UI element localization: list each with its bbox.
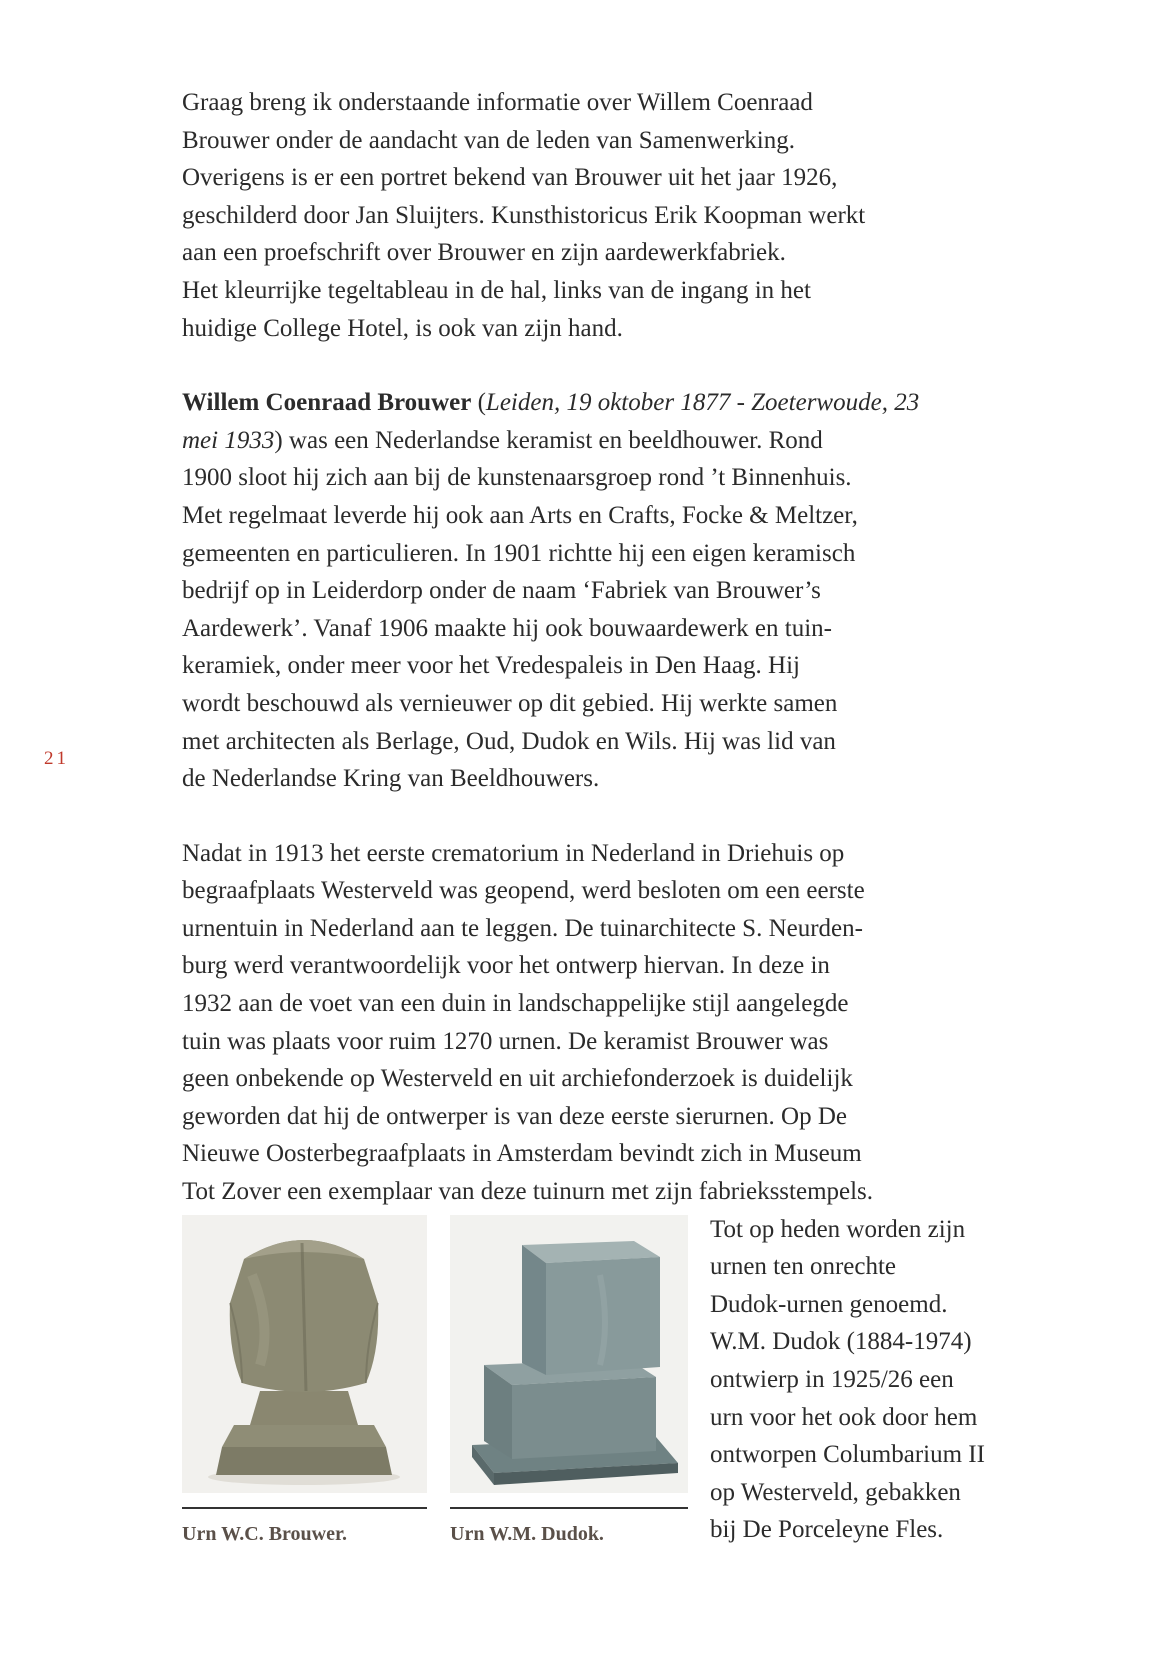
figure-brouwer-urn bbox=[182, 1215, 427, 1547]
text-line: wordt beschouwd als vernieuwer op dit gebied. Hij werkte samen bbox=[182, 689, 838, 717]
intro-paragraph bbox=[182, 84, 1062, 347]
brouwer-urn-photo bbox=[182, 1215, 427, 1493]
text-line: Nieuwe Oosterbegraafplaats in Amsterdam bevindt zich in Museum bbox=[182, 1140, 862, 1168]
text-line: bedrijf op in Leiderdorp onder de naam ‘Fabriek van Brouwer’s bbox=[182, 577, 821, 605]
life-dates: Leiden, 19 oktober 1877 - Zoeterwoude, 23 bbox=[485, 389, 920, 417]
artist-name: Willem Coenraad Brouwer bbox=[182, 389, 472, 417]
text-line: Nadat in 1913 het eerste crematorium in Nederland in Driehuis op bbox=[182, 839, 845, 867]
bio-text: ) was een Nederlandse keramist en beeldhouwer. Rond bbox=[274, 426, 823, 454]
text-line: aan een proefschrift over Brouwer en zijn aardewerkfabriek. bbox=[182, 239, 786, 267]
caption-rule bbox=[450, 1507, 688, 1509]
open-paren: ( bbox=[471, 389, 486, 417]
text-line bbox=[182, 384, 1062, 422]
figure-row bbox=[182, 1211, 1062, 1581]
article-body bbox=[182, 84, 1062, 1581]
text-line: tuin was plaats voor ruim 1270 urnen. De keramist Brouwer was bbox=[182, 1027, 829, 1055]
caption-brouwer: Urn W.C. Brouwer. bbox=[182, 1522, 348, 1545]
life-dates-cont: mei 1933 bbox=[182, 426, 275, 454]
text-line: Graag breng ik onderstaande informatie over Willem Coenraad bbox=[182, 89, 813, 116]
text-line: Tot op heden worden zijn bbox=[710, 1215, 966, 1243]
text-line: Aardewerk’. Vanaf 1906 maakte hij ook bouwaardewerk en tuin- bbox=[182, 614, 832, 642]
text-line: Tot Zover een exemplaar van deze tuinurn met zijn fabrieksstempels. bbox=[182, 1178, 874, 1206]
text-line: gemeenten en particulieren. In 1901 richtte hij een eigen keramisch bbox=[182, 539, 856, 567]
bio-paragraph bbox=[182, 384, 1062, 798]
text-line: geen onbekende op Westerveld en uit archiefonderzoek is duidelijk bbox=[182, 1065, 853, 1093]
westerveld-paragraph bbox=[182, 835, 1062, 1211]
page-number: 21 bbox=[44, 748, 69, 769]
text-line: op Westerveld, gebakken bbox=[710, 1478, 961, 1506]
text-line: keramiek, onder meer voor het Vredespaleis in Den Haag. Hij bbox=[182, 652, 800, 680]
text-line: urnen ten onrechte bbox=[710, 1253, 897, 1281]
dudok-urn-photo bbox=[450, 1215, 688, 1493]
text-line: geschilderd door Jan Sluijters. Kunsthistoricus Erik Koopman werkt bbox=[182, 201, 866, 229]
text-line: burg werd verantwoordelijk voor het ontwerp hiervan. In deze in bbox=[182, 952, 830, 980]
text-line: Brouwer onder de aandacht van de leden van Samenwerking. bbox=[182, 126, 795, 154]
text-line: Dudok-urnen genoemd. bbox=[710, 1290, 948, 1318]
caption-dudok: Urn W.M. Dudok. bbox=[450, 1522, 604, 1545]
text-line: Het kleurrijke tegeltableau in de hal, links van de ingang in het bbox=[182, 276, 811, 304]
text-line: huidige College Hotel, is ook van zijn hand. bbox=[182, 314, 623, 342]
text-line: ontwierp in 1925/26 een bbox=[710, 1366, 954, 1393]
dudok-side-paragraph bbox=[710, 1211, 1070, 1549]
figure-dudok-urn bbox=[450, 1215, 688, 1547]
text-line: 1900 sloot hij zich aan bij de kunstenaarsgroep rond ’t Binnenhuis. bbox=[182, 464, 852, 492]
text-line: met architecten als Berlage, Oud, Dudok en Wils. Hij was lid van bbox=[182, 727, 836, 755]
text-line: W.M. Dudok (1884-1974) bbox=[710, 1328, 972, 1356]
text-line: ontworpen Columbarium II bbox=[710, 1441, 985, 1469]
text-line: geworden dat hij de ontwerper is van deze eerste sierurnen. Op De bbox=[182, 1102, 848, 1130]
text-line: Overigens is er een portret bekend van Brouwer uit het jaar 1926, bbox=[182, 164, 838, 192]
text-line: 1932 aan de voet van een duin in landschappelijke stijl aangelegde bbox=[182, 990, 849, 1018]
text-line: begraafplaats Westerveld was geopend, werd besloten om een eerste bbox=[182, 877, 865, 905]
text-line: urnentuin in Nederland aan te leggen. De tuinarchitecte S. Neurden- bbox=[182, 914, 863, 942]
text-line: de Nederlandse Kring van Beeldhouwers. bbox=[182, 765, 600, 793]
text-line: bij De Porceleyne Fles. bbox=[710, 1516, 944, 1544]
text-line bbox=[182, 422, 1062, 460]
caption-rule bbox=[182, 1507, 427, 1509]
text-line: Met regelmaat leverde hij ook aan Arts en Crafts, Focke & Meltzer, bbox=[182, 501, 858, 529]
text-line: urn voor het ook door hem bbox=[710, 1403, 978, 1431]
